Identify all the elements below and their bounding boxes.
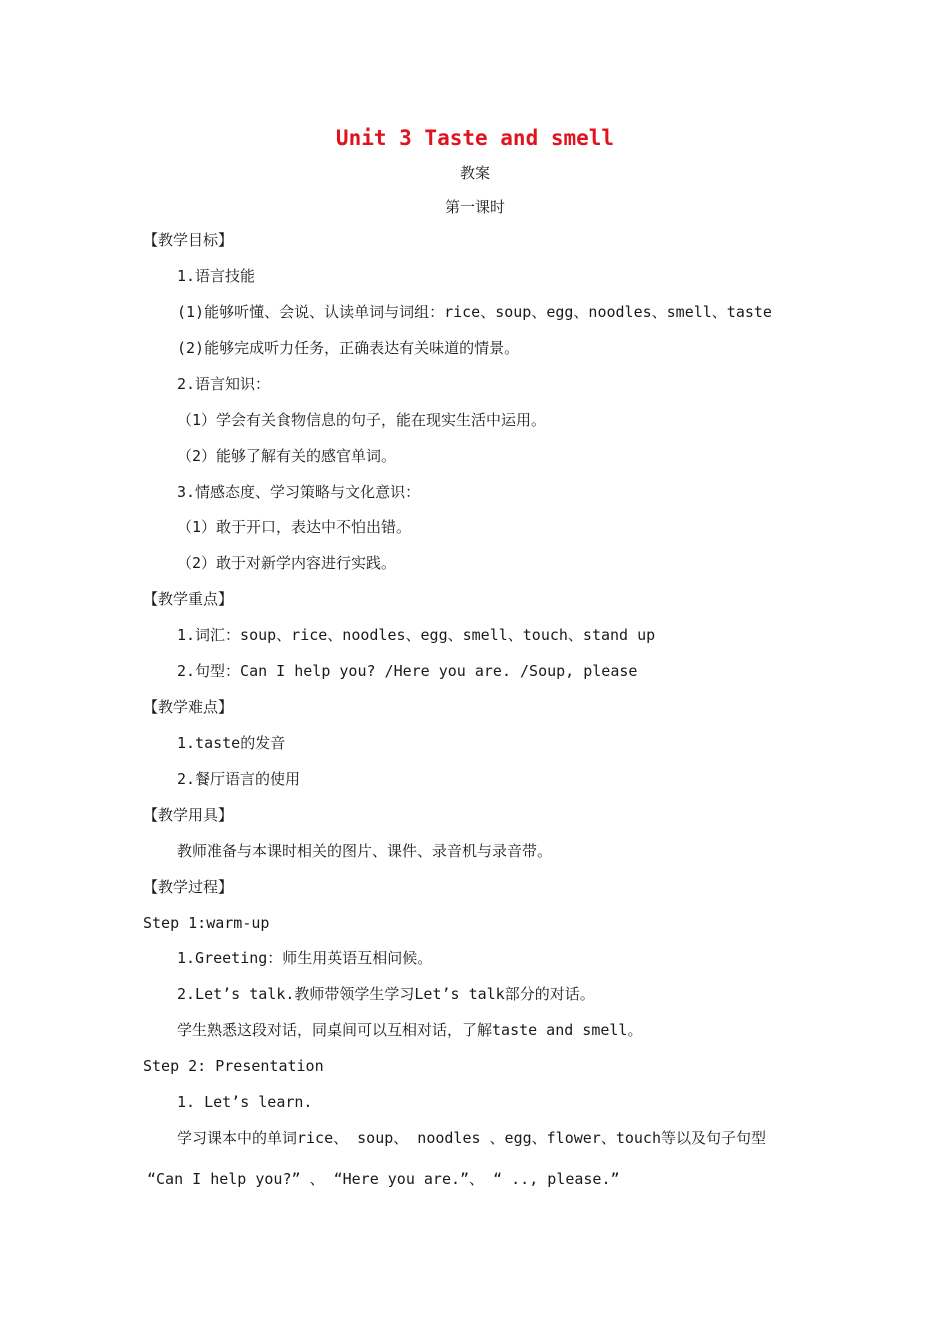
objective-subitem: （2）敢于对新学内容进行实践。 [177, 554, 397, 572]
process-heading: 【教学过程】 [143, 878, 234, 896]
key-point-item: 2.句型：Can I help you? /Here you are. /Soup, please [177, 662, 638, 680]
objective-subitem: （1）敢于开口，表达中不怕出错。 [177, 518, 412, 536]
step-item: 1. Let’s learn. [177, 1093, 313, 1111]
step-item: 学习课本中的单词rice、 soup、 noodles 、egg、flower、touch等以及句子句型 [177, 1129, 766, 1147]
difficulty-item: 1.taste的发音 [177, 734, 286, 752]
tools-item: 教师准备与本课时相关的图片、课件、录音机与录音带。 [177, 842, 553, 860]
step-item: 学生熟悉这段对话，同桌间可以互相对话，了解taste and smell。 [177, 1021, 643, 1039]
tools-heading: 【教学用具】 [143, 806, 234, 824]
objective-item: 2.语言知识： [177, 375, 271, 393]
objective-item: 3.情感态度、学习策略与文化意识： [177, 483, 421, 501]
difficulty-item: 2.餐厅语言的使用 [177, 770, 301, 788]
document-subtitle: 教案 [459, 164, 490, 182]
step-title: Step 1:warm-up [143, 914, 270, 932]
objective-subitem: （1）学会有关食物信息的句子，能在现实生活中运用。 [177, 411, 547, 429]
step-item: 1.Greeting：师生用英语互相问候。 [177, 949, 433, 967]
step-item: 2.Let’s talk.教师带领学生学习Let’s talk部分的对话。 [177, 985, 595, 1003]
key-point-item: 1.词汇：soup、rice、noodles、egg、smell、touch、stand up [177, 626, 656, 644]
objective-item: 1.语言技能 [177, 267, 256, 285]
step-title: Step 2: Presentation [143, 1057, 324, 1075]
objectives-heading: 【教学目标】 [143, 231, 234, 249]
objective-subitem: （2）能够了解有关的感官单词。 [177, 447, 397, 465]
objective-subitem: (2)能够完成听力任务，正确表达有关味道的情景。 [177, 339, 520, 357]
objective-subitem: (1)能够听懂、会说、认读单词与词组：rice、soup、egg、noodles、smell、taste [177, 303, 772, 321]
lesson-label: 第一课时 [444, 198, 505, 216]
step-item: “Can I help you?” 、 “Here you are.”、 “ .., please.” [147, 1170, 620, 1188]
key-points-heading: 【教学重点】 [143, 590, 234, 608]
document-title: Unit 3 Taste and smell [335, 126, 615, 150]
difficulties-heading: 【教学难点】 [143, 698, 234, 716]
